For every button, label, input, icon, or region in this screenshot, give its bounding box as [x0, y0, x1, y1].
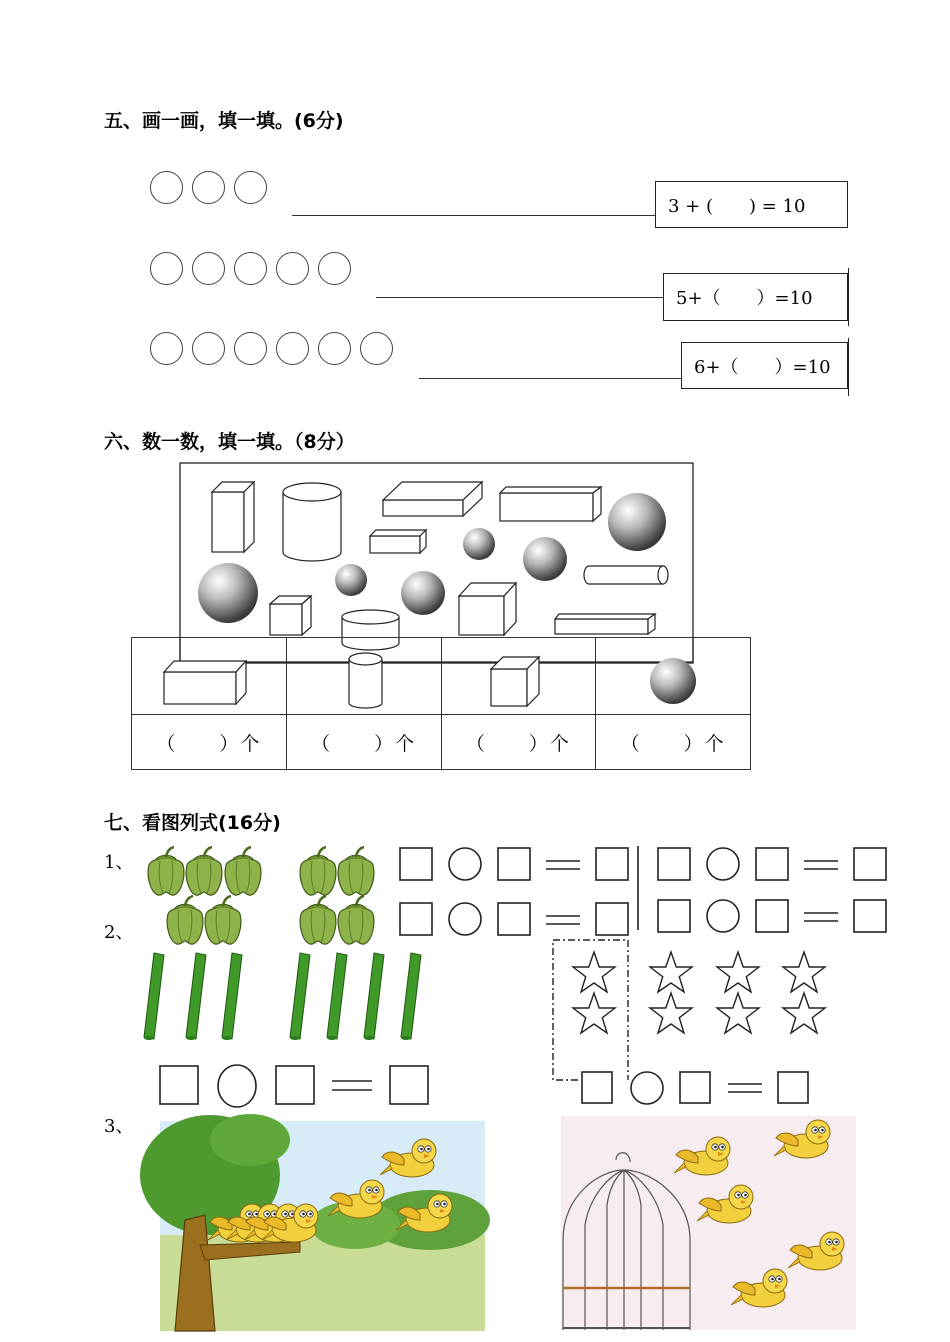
answer-text: （ ）个: [620, 732, 726, 755]
section7-heading: 七、看图列式(16分): [104, 812, 281, 834]
star: [573, 952, 615, 992]
pepper: [338, 847, 374, 895]
q2-peppers: [167, 896, 374, 944]
answer-text: （ ）个: [156, 732, 262, 755]
star: [573, 993, 615, 1033]
star: [783, 993, 825, 1033]
answer-text: （ ）个: [311, 732, 417, 755]
stick: [186, 953, 206, 1040]
stick: [327, 953, 347, 1040]
section6-heading: 六、数一数，填一填。（8分）: [104, 431, 355, 453]
equation-q2-a: [400, 903, 628, 935]
pepper: [300, 847, 336, 895]
section5-heading: 五、画一画，填一填。(6分): [104, 110, 344, 132]
equation-text-3: 6+（ ）=10: [694, 356, 831, 378]
q1-peppers: [148, 847, 374, 895]
pepper: [225, 847, 261, 895]
stick: [364, 953, 384, 1040]
equation-q1-a: [400, 848, 628, 880]
stick: [222, 953, 242, 1040]
star: [783, 952, 825, 992]
stick: [401, 953, 421, 1040]
pepper: [186, 847, 222, 895]
bird-cage-scene: [561, 1116, 856, 1330]
pepper: [167, 896, 203, 944]
stick: [144, 953, 164, 1040]
sticks: [144, 953, 421, 1040]
star: [717, 993, 759, 1033]
equation-sticks: [160, 1065, 428, 1107]
equation-q2-b: [658, 900, 886, 932]
stick: [290, 953, 310, 1040]
stars: [573, 952, 825, 1033]
q2-label: 2、: [104, 922, 134, 943]
pepper: [205, 896, 241, 944]
star: [650, 952, 692, 992]
q3-label: 3、: [104, 1116, 134, 1137]
star: [650, 993, 692, 1033]
pepper: [300, 896, 336, 944]
pepper: [338, 896, 374, 944]
equation-text-2: 5+（ ）=10: [676, 288, 813, 309]
equation-q1-b: [658, 848, 886, 880]
q1-label: 1、: [104, 852, 134, 873]
equation-text-1: 3 + ( ) = 10: [668, 195, 806, 217]
equation-stars: [582, 1072, 808, 1104]
pepper: [148, 847, 184, 895]
bird-tree-scene: [140, 1114, 490, 1331]
star: [717, 952, 759, 992]
answer-text: （ ）个: [465, 732, 571, 755]
